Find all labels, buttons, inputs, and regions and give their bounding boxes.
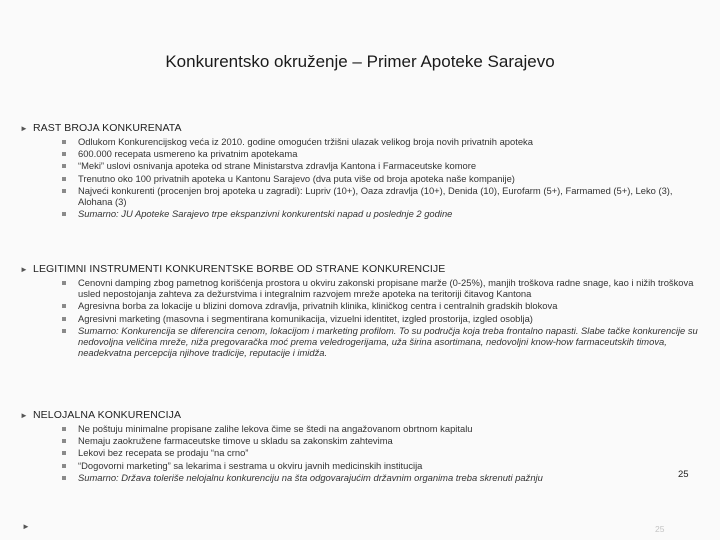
list-item bbox=[62, 423, 698, 434]
bullet-list bbox=[62, 136, 698, 219]
slide-title: Konkurentsko okruženje – Primer Apoteke Sarajevo bbox=[165, 52, 555, 71]
list-item bbox=[62, 277, 698, 299]
section-legitimni-instrumenti bbox=[20, 263, 700, 359]
page-number: 25 bbox=[678, 469, 689, 480]
square-bullet-icon bbox=[62, 439, 66, 443]
square-bullet-icon bbox=[62, 329, 66, 333]
bullet-text: “Meki” uslovi osnivanja apoteka od strane Ministarstva zdravlja Kantona i Farmaceutske komore bbox=[78, 160, 477, 172]
summary-text: : Konkurencija se diferencira cenom, lokacijom i marketing profilom. To su područja koja treba frontalno napasti. Slabe tačke konkurencije su nedovoljna veličina mreže, niža pregovaračka moć prema veledrogerijama, uža širina asortimana, nedovoljni know-how farmaceutskih timova, neadekvatna percepcija njihove tradicije, reputacije i imidža. bbox=[78, 324, 698, 359]
list-item bbox=[62, 313, 698, 324]
section-nelojalna-konkurencija bbox=[20, 409, 700, 484]
list-item bbox=[62, 447, 698, 458]
square-bullet-icon bbox=[62, 427, 66, 431]
triangle-bullet-icon: ► bbox=[20, 265, 29, 274]
section-heading: LEGITIMNI INSTRUMENTI KONKURENTSKE BORBE OD STRANE KONKURENCIJE bbox=[33, 263, 446, 275]
square-bullet-icon bbox=[62, 152, 66, 156]
summary-label: Sumarno bbox=[78, 208, 117, 220]
triangle-bullet-icon: ► bbox=[22, 522, 30, 531]
bullet-list bbox=[62, 423, 698, 483]
summary-text: : JU Apoteke Sarajevo trpe ekspanzivni konkurentski napad u poslednje 2 godine bbox=[116, 208, 453, 220]
triangle-bullet-icon: ► bbox=[20, 124, 29, 133]
section-heading-row bbox=[20, 409, 700, 421]
square-bullet-icon bbox=[62, 476, 66, 480]
section-heading-row bbox=[20, 263, 700, 275]
list-item bbox=[62, 185, 698, 207]
bullet-text: Agresivni marketing (masovna i segmentirana komunikacija, vizuelni identitet, izgled prostorija, izgled osoblja) bbox=[78, 312, 533, 324]
bullet-text: Cenovni damping zbog pametnog korišćenja prostora u okviru zakonski propisane marže (0-25%), manjih troškova radne snage, kao i nižih troškova usled nepostojanja zahteva za dežurstvima i integralnim razvojem mreže apoteka na teritoriji čitavog Kantona bbox=[78, 277, 694, 300]
bullet-text: Ne poštuju minimalne propisane zalihe lekova čime se štedi na angažovanom obrtnom kapitalu bbox=[78, 423, 473, 434]
triangle-bullet-icon: ► bbox=[20, 411, 29, 420]
summary-item bbox=[62, 208, 698, 219]
list-item bbox=[62, 435, 698, 446]
list-item bbox=[62, 300, 698, 311]
bullet-text: Lekovi bez recepata se prodaju “na crno” bbox=[78, 447, 249, 459]
list-item bbox=[62, 160, 698, 171]
bullet-text: Odlukom Konkurencijskog veća iz 2010. godine omogućen tržišni ulazak velikog broja novih privatnih apoteka bbox=[78, 136, 533, 147]
section-rast-broja-konkurenata bbox=[20, 122, 700, 220]
summary-text: : Država toleriše nelojalnu konkurenciju na šta odgovarajućim državnim organima treba skrenuti pažnju bbox=[116, 471, 543, 483]
bullet-list bbox=[62, 277, 698, 358]
summary-item bbox=[62, 472, 698, 483]
page-number-faint: 25 bbox=[655, 524, 665, 534]
bullet-text: Agresivna borba za lokacije u blizini domova zdravlja, privatnih klinika, kliničkog centra i centralnih gradskih blokova bbox=[78, 300, 558, 312]
square-bullet-icon bbox=[62, 212, 66, 216]
square-bullet-icon bbox=[62, 189, 66, 193]
section-heading: NELOJALNA KONKURENCIJA bbox=[33, 409, 182, 421]
bullet-text: 600.000 recepata usmereno ka privatnim apotekama bbox=[78, 148, 298, 160]
bullet-text: “Dogovorni marketing” sa lekarima i sestrama u okviru javnih medicinskih institucija bbox=[78, 459, 423, 471]
list-item bbox=[62, 148, 698, 159]
square-bullet-icon bbox=[62, 317, 66, 321]
square-bullet-icon bbox=[62, 304, 66, 308]
square-bullet-icon bbox=[62, 164, 66, 168]
section-heading-row bbox=[20, 122, 700, 134]
square-bullet-icon bbox=[62, 451, 66, 455]
list-item bbox=[62, 136, 698, 147]
list-item bbox=[62, 173, 698, 184]
square-bullet-icon bbox=[62, 281, 66, 285]
bullet-text: Trenutno oko 100 privatnih apoteka u Kantonu Sarajevo (dva puta više od broja apoteka naše kompanije) bbox=[78, 172, 515, 184]
bullet-text: Najveći konkurenti (procenjen broj apoteka u zagradi): Lupriv (10+), Oaza zdravlja (10+), Denida (10), Eurofarm (5+), Farmamed (5+), Leko (3), Alohana (3) bbox=[78, 184, 673, 208]
square-bullet-icon bbox=[62, 177, 66, 181]
summary-item bbox=[62, 325, 698, 359]
square-bullet-icon bbox=[62, 464, 66, 468]
list-item bbox=[62, 460, 698, 471]
bullet-text: Nemaju zaokružene farmaceutske timove u skladu sa zakonskim zahtevima bbox=[78, 435, 393, 447]
square-bullet-icon bbox=[62, 140, 66, 144]
summary-label: Sumarno bbox=[78, 324, 117, 336]
section-heading: RAST BROJA KONKURENATA bbox=[33, 122, 182, 134]
summary-label: Sumarno bbox=[78, 471, 117, 483]
